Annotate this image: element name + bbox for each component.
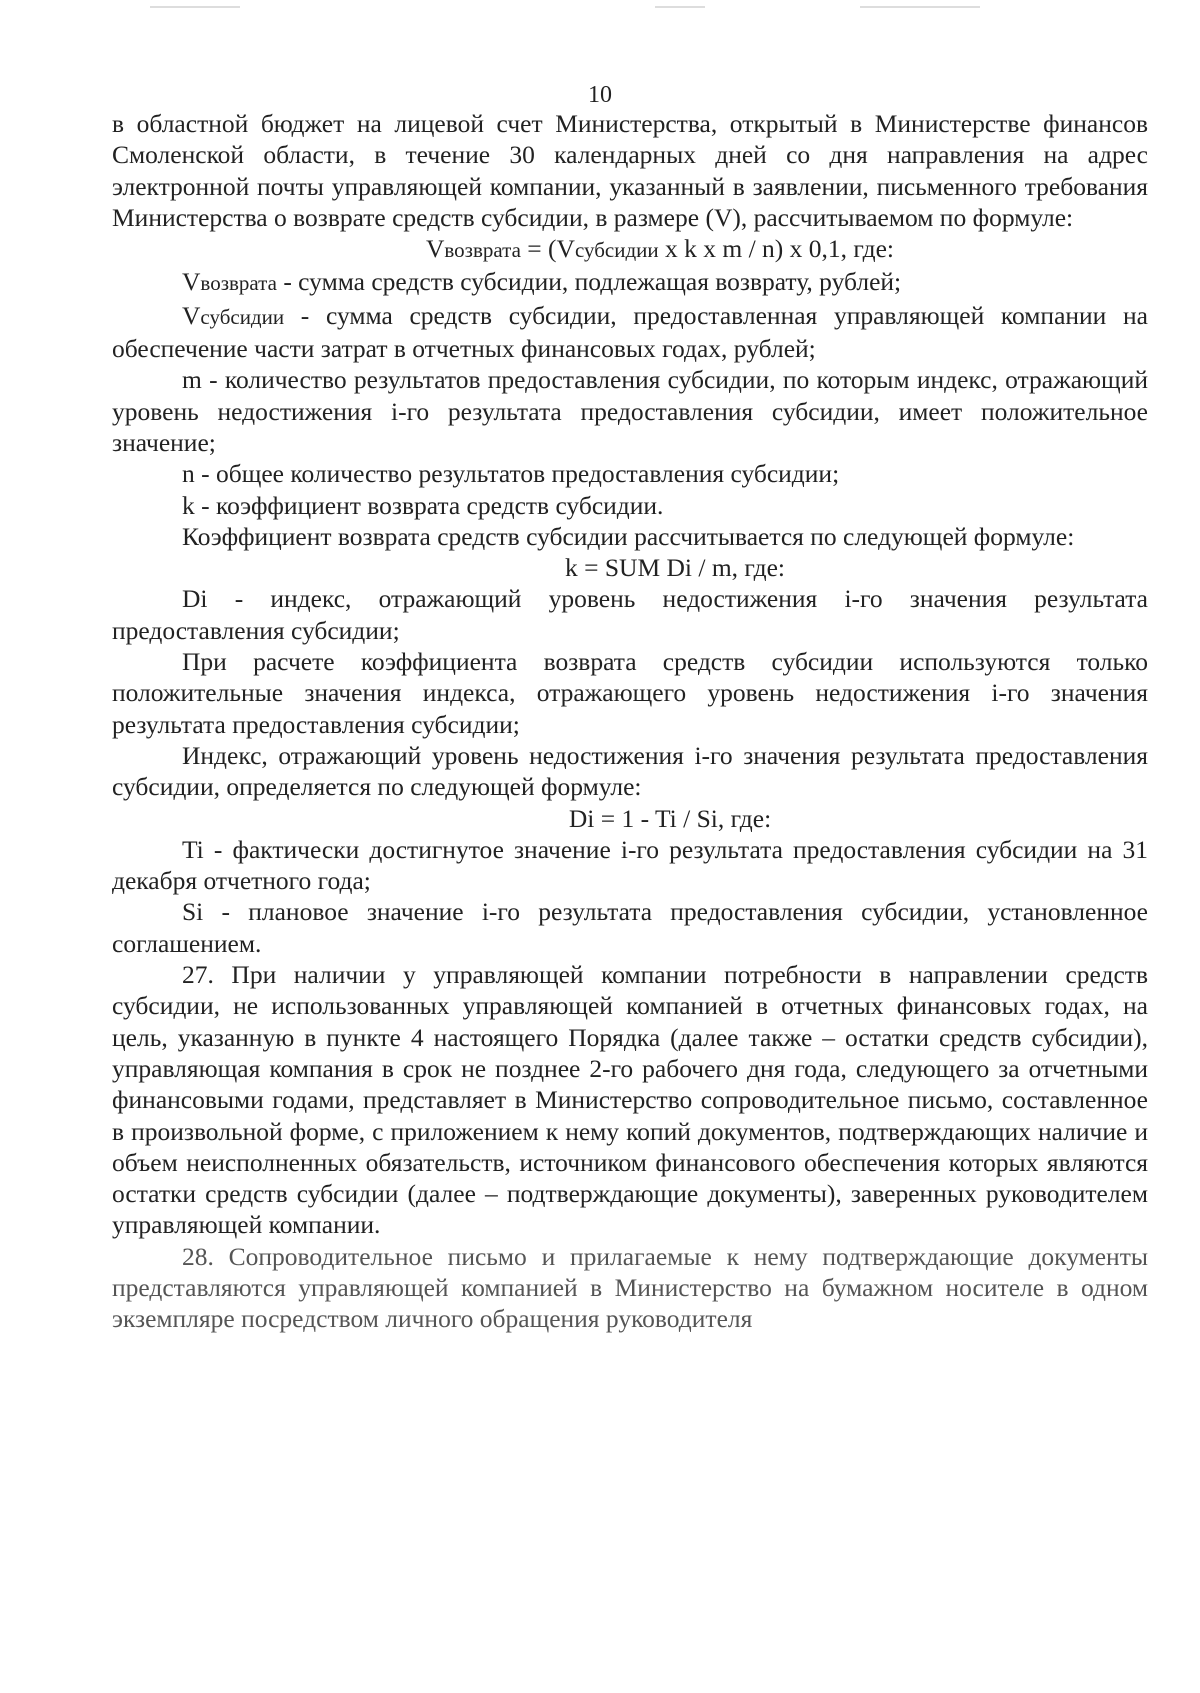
- formula-subscript: субсидии: [574, 238, 659, 263]
- clause-28: 28. Сопроводительное письмо и прилагаемые к нему подтверждающие документы представляются управляющей компанией в Министерство на бумажном носителе в одном экземпляре посредством личного обращения руководителя: [112, 1241, 1148, 1334]
- paragraph-index-intro: Индекс, отражающий уровень недостижения i-го значения результата предоставления субсидии, определяется по следующей формуле:: [112, 740, 1148, 802]
- formula-k: k = SUM Di / m, где:: [564, 553, 785, 583]
- formula-di: Di = 1 - Ti / Si, где:: [568, 803, 772, 833]
- page-number: 10: [588, 82, 612, 108]
- definition-v-return: [112, 266, 1148, 299]
- formula-subscript: возврата: [444, 238, 521, 263]
- definition-symbol: V: [182, 267, 201, 297]
- definition-subscript: возврата: [200, 271, 277, 296]
- clause-27: 27. При наличии у управляющей компании потребности в направлении средств субсидии, не использованных управляющей компанией в отчетных финансовых годах, на цель, указанную в пункте 4 настоящего Порядка (далее также – остатки средств субсидии), управляющая компания в срок не позднее 2-го рабочего дня года, следующего за отчетными финансовыми годами, представляет в Министерство сопроводительное письмо, составленное в произвольной форме, с приложением к нему копий документов, подтверждающих наличие и объем неисполненных обязательств, источником финансового обеспечения которых являются остатки средств субсидии (далее – подтверждающие документы), заверенных руководителем управляющей компании.: [112, 960, 1148, 1240]
- formula-symbol: V: [425, 234, 445, 264]
- paragraph-k-intro: Коэффициент возврата средств субсидии рассчитывается по следующей формуле:: [182, 521, 1075, 551]
- scan-mark: [655, 6, 705, 8]
- definition-subscript: субсидии: [200, 304, 285, 329]
- formula-tail: x k x m / n) x 0,1, где:: [658, 234, 894, 264]
- scan-mark: [150, 6, 240, 8]
- definition-m: m - количество результатов предоставления субсидии, по которым индекс, отражающий уровень недостижения i-го результата предоставления субсидии, имеет положительное значение;: [112, 365, 1148, 457]
- paragraph-return-to-budget: в областной бюджет на лицевой счет Министерства, открытый в Министерстве финансов Смоленской области, в течение 30 календарных дней со дня направления на адрес электронной почты управляющей компании, указанный в заявлении, письменного требования Министерства о возврате средств субсидии, в размере (V), рассчитываемом по формуле:: [112, 109, 1148, 232]
- definition-ti: Ti - фактически достигнутое значение i-го результата предоставления субсидии на 31 декабря отчетного года;: [112, 834, 1148, 896]
- definition-v-subsidy: [112, 300, 1148, 365]
- paragraph-positive-note: При расчете коэффициента возврата средств субсидии используются только положительные значения индекса, отражающего уровень недостижения i-го значения результата предоставления субсидии;: [112, 647, 1148, 739]
- definition-text: - сумма средств субсидии, подлежащая возврату, рублей;: [276, 267, 902, 297]
- document-body: [112, 108, 1148, 1335]
- scan-mark: [860, 6, 980, 8]
- definition-symbol: V: [182, 300, 201, 330]
- definition-text: - сумма средств субсидии, предоставленная управляющей компании на обеспечение части затрат в отчетных финансовых годах, рублей;: [112, 300, 1148, 364]
- definition-di: Di - индекс, отражающий уровень недостижения i-го значения результата предоставления субсидии;: [112, 584, 1148, 645]
- definition-k: k - коэффициент возврата средств субсидии.: [182, 490, 664, 520]
- formula-return-amount: [112, 233, 1148, 266]
- formula-symbol: V: [556, 234, 575, 264]
- definition-n: n - общее количество результатов предоставления субсидии;: [182, 459, 840, 489]
- formula-operator: = (: [520, 234, 557, 264]
- definition-si: Si - плановое значение i-го результата предоставления субсидии, установленное соглашением.: [112, 897, 1148, 958]
- scan-artifacts: [0, 6, 1200, 18]
